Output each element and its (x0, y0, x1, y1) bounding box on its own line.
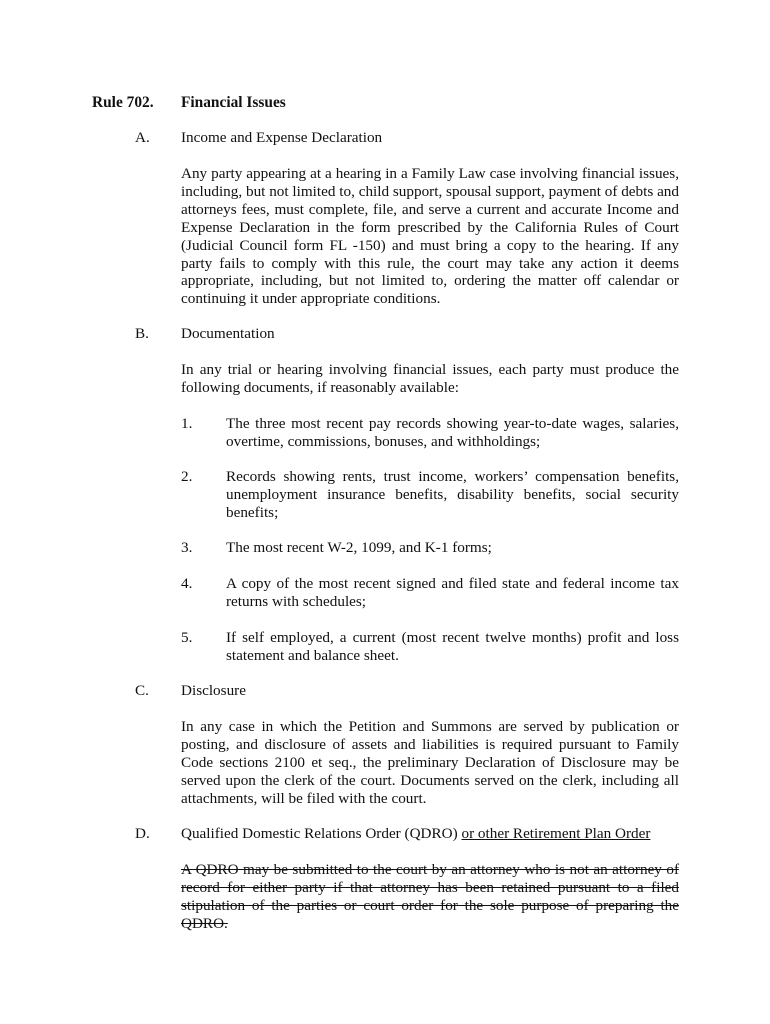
section-a-body: Any party appearing at a hearing in a Family Law case involving financial issues, including, but not limited to, child support, spousal support, payment of debts and attorneys fees, must complete, file, and serve a current and accurate Income and Expense Declaration in the form prescribed by the California Rules of Court (Judicial Council form FL -150) and must bring a copy to the hearing. If any party fails to comply with this rule, the court may take any action it deems appropriate, including, but not limited to, ordering the matter off calendar or continuing it under appropriate conditions. (181, 165, 679, 308)
list-item-number: 4. (181, 575, 193, 592)
list-item: The most recent W-2, 1099, and K-1 forms; (226, 539, 492, 556)
section-b-body: In any trial or hearing involving financial issues, each party must produce the following documents, if reasonably available: (181, 361, 679, 396)
list-item: The three most recent pay records showing year-to-date wages, salaries, overtime, commissions, bonuses, and withholdings; (226, 415, 679, 450)
section-c-letter: C. (135, 682, 149, 699)
list-item: Records showing rents, trust income, workers’ compensation benefits, unemployment insurance benefits, disability benefits, social security benefits; (226, 468, 679, 521)
section-a-letter: A. (135, 129, 150, 146)
list-item-number: 1. (181, 415, 193, 432)
list-item-number: 5. (181, 629, 193, 646)
section-c-body: In any case in which the Petition and Summons are served by publication or posting, and disclosure of assets and liabilities is required pursuant to Family Code sections 2100 et seq., the preliminary Declaration of Disclosure may be served upon the clerk of the court. Documents served on the clerk, including all attachments, will be filed with the court. (181, 718, 679, 807)
rule-title: Financial Issues (181, 94, 286, 111)
section-d-struck-body: A QDRO may be submitted to the court by an attorney who is not an attorney of record for either party if that attorney has been retained pursuant to a filed stipulation of the parties or court order for the sole purpose of preparing the QDRO. (181, 861, 679, 932)
section-c-title: Disclosure (181, 682, 246, 699)
section-d-title (181, 825, 650, 843)
section-a-title: Income and Expense Declaration (181, 129, 383, 146)
rule-number: Rule 702. (92, 94, 154, 111)
section-d-letter: D. (135, 825, 150, 842)
list-item-number: 2. (181, 468, 193, 485)
list-item-number: 3. (181, 539, 193, 556)
section-d-title-underlined: or other Retirement Plan Order (461, 825, 651, 842)
section-b-title: Documentation (181, 325, 275, 342)
section-b-letter: B. (135, 325, 149, 342)
list-item: If self employed, a current (most recent twelve months) profit and loss statement and balance sheet. (226, 629, 679, 664)
section-d-title-text: Qualified Domestic Relations Order (QDRO) (181, 825, 462, 842)
list-item: A copy of the most recent signed and filed state and federal income tax returns with schedules; (226, 575, 679, 610)
